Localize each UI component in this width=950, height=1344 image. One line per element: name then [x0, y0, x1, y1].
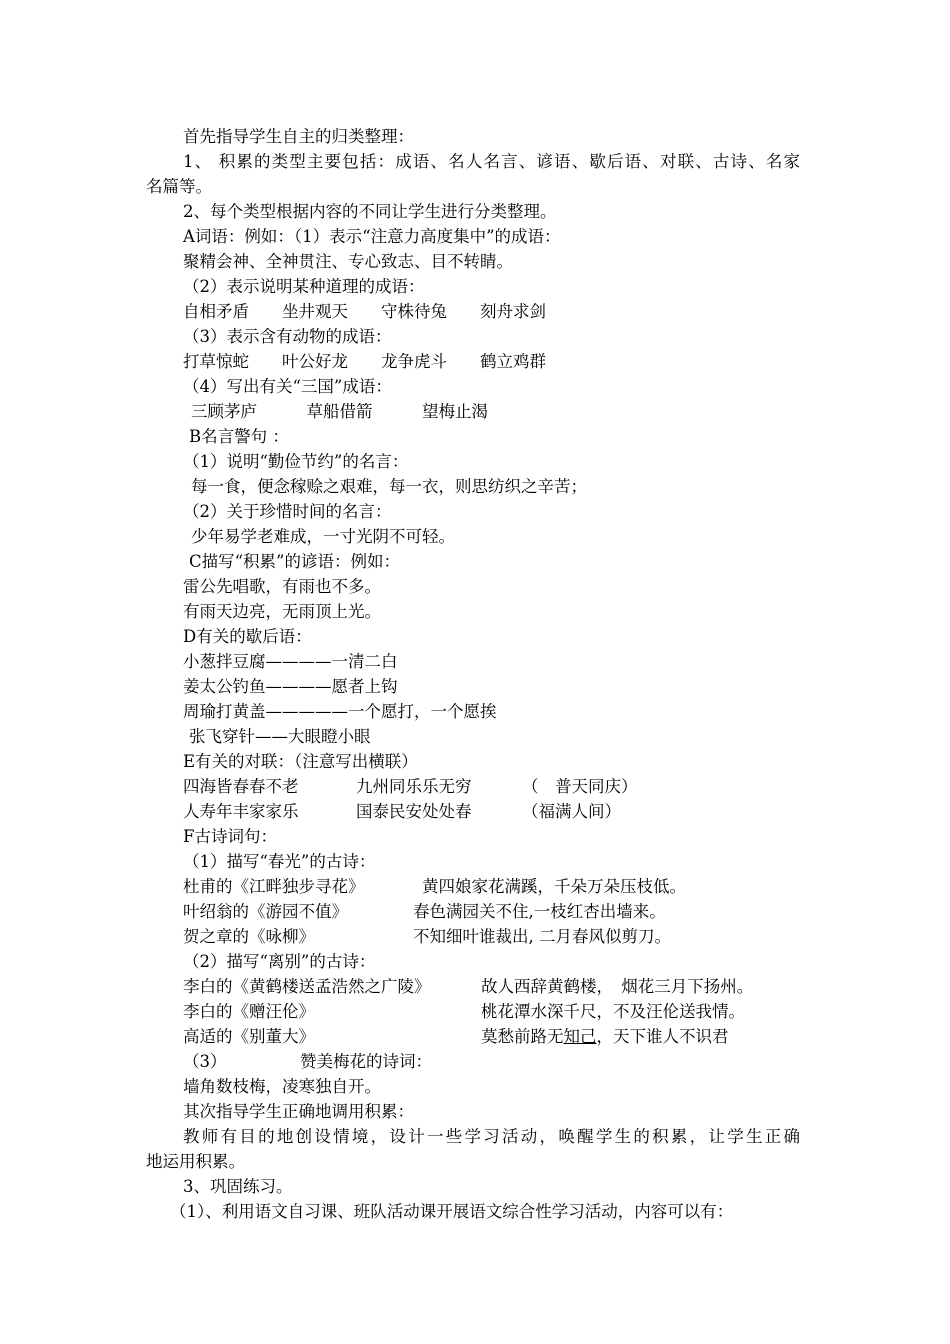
- idiom-list-three-kingdoms: 三顾茅庐 草船借箭 望梅止渴: [191, 402, 488, 421]
- poem-line: 黄四娘家花满蹊，千朵万朵压枝低。: [422, 877, 686, 896]
- poem-line-part: 莫愁前路无: [481, 1027, 564, 1046]
- couplet-row: [0, 799, 950, 824]
- idiom-list-focus: 聚精会神、全神贯注、专心致志、目不转睛。: [183, 252, 513, 271]
- poem-line: 故人西辞黄鹤楼， 烟花三月下扬州。: [481, 977, 754, 996]
- paragraph-item-1-cont: 名篇等。: [146, 177, 212, 196]
- subheading-principle: （2）表示说明某种道理的成语：: [183, 277, 425, 296]
- paragraph-item-3: 3、巩固练习。: [183, 1177, 293, 1196]
- couplet-horizontal: （ 普天同庆）: [522, 777, 638, 796]
- poem-plum: 墙角数枝梅，凌寒独自开。: [183, 1077, 381, 1096]
- poem-source: 叶绍翁的《游园不值》: [183, 902, 348, 921]
- poem-source: 杜甫的《江畔独步寻花》: [183, 877, 365, 896]
- couplet-lower: 九州同乐乐无穷: [356, 777, 472, 796]
- paragraph-second: 其次指导学生正确地调用积累：: [183, 1102, 414, 1121]
- couplet-horizontal: （福满人间）: [522, 802, 621, 821]
- poem-source: 高适的《别董大》: [183, 1027, 315, 1046]
- section-e-heading: E有关的对联：（注意写出横联）: [183, 752, 418, 771]
- subheading-animals: （3）表示含有动物的成语：: [183, 327, 392, 346]
- idiom-list-principle: 自相矛盾 坐井观天 守株待兔 刻舟求剑: [183, 302, 546, 321]
- xiehouyu-1: 小葱拌豆腐————一清二白: [183, 652, 398, 671]
- section-f-heading: F古诗词句：: [183, 827, 277, 846]
- subheading-farewell: （2）描写“离别”的古诗：: [183, 952, 376, 971]
- subheading-spring: （1）描写“春光”的古诗：: [183, 852, 376, 871]
- subheading-thrift: （1）说明“勤俭节约”的名言：: [183, 452, 409, 471]
- paragraph-item-3-1: （1）、利用语文自习课、班队活动课开展语文综合性学习活动，内容可以有：: [170, 1202, 734, 1221]
- underlined-word: 知己: [563, 1027, 597, 1046]
- paragraph-intro: 首先指导学生自主的归类整理：: [183, 127, 414, 146]
- section-b-heading: B名言警句 ：: [189, 427, 289, 446]
- paragraph-item-1: 1、 积累的类型主要包括：成语、名人名言、谚语、歇后语、对联、古诗、名家: [183, 152, 800, 171]
- poem-row: [0, 974, 950, 999]
- couplet-row: [0, 774, 950, 799]
- section-c-heading: C描写“积累”的谚语：例如：: [189, 552, 400, 571]
- poem-source: 李白的《赠汪伦》: [183, 1002, 315, 1021]
- poem-line: [481, 1024, 729, 1049]
- quote-time: 少年易学老难成，一寸光阴不可轻。: [191, 527, 455, 546]
- couplet-upper: 四海皆春春不老: [183, 777, 299, 796]
- section-a-heading: A词语：例如：（1）表示“注意力高度集中”的成语：: [183, 227, 561, 246]
- idiom-list-animals: 打草惊蛇 叶公好龙 龙争虎斗 鹤立鸡群: [183, 352, 546, 371]
- poem-row: [0, 999, 950, 1024]
- subheading-plum: [0, 1049, 950, 1074]
- subheading-number: （3）: [183, 1052, 227, 1071]
- poem-line: 桃花潭水深千尺，不及汪伦送我情。: [481, 1002, 745, 1021]
- couplet-lower: 国泰民安处处春: [356, 802, 472, 821]
- couplet-upper: 人寿年丰家家乐: [183, 802, 299, 821]
- poem-source: 贺之章的《咏柳》: [183, 927, 315, 946]
- poem-line: 春色满园关不住,一枝红杏出墙来。: [413, 902, 666, 921]
- proverb-2: 有雨天边亮，无雨顶上光。: [183, 602, 381, 621]
- xiehouyu-3: 周瑜打黄盖—————一个愿打，一个愿挨: [183, 702, 497, 721]
- quote-thrift: 每一食，便念稼赊之艰难，每一衣，则思纺织之辛苦；: [191, 477, 587, 496]
- paragraph-item-2: 2、每个类型根据内容的不同让学生进行分类整理。: [183, 202, 557, 221]
- poem-row: [0, 874, 950, 899]
- proverb-1: 雷公先唱歌，有雨也不多。: [183, 577, 381, 596]
- xiehouyu-4: 张飞穿针——大眼瞪小眼: [189, 727, 371, 746]
- section-d-heading: D有关的歇后语：: [183, 627, 312, 646]
- poem-line-part: ，天下谁人不识君: [596, 1027, 729, 1046]
- paragraph-teacher: 教师有目的地创设情境，设计一些学习活动，唤醒学生的积累，让学生正确: [183, 1127, 800, 1146]
- poem-row: [0, 924, 950, 949]
- subheading-text: 赞美梅花的诗词：: [300, 1052, 432, 1071]
- paragraph-teacher-cont: 地运用积累。: [146, 1152, 245, 1171]
- subheading-time: （2）关于珍惜时间的名言：: [183, 502, 392, 521]
- poem-row: [0, 1024, 950, 1049]
- poem-source: 李白的《黄鹤楼送孟浩然之广陵》: [183, 977, 431, 996]
- xiehouyu-2: 姜太公钓鱼————愿者上钩: [183, 677, 398, 696]
- subheading-three-kingdoms: （4）写出有关“三国”成语：: [183, 377, 392, 396]
- poem-row: [0, 899, 950, 924]
- poem-line: 不知细叶谁裁出, 二月春风似剪刀。: [413, 927, 671, 946]
